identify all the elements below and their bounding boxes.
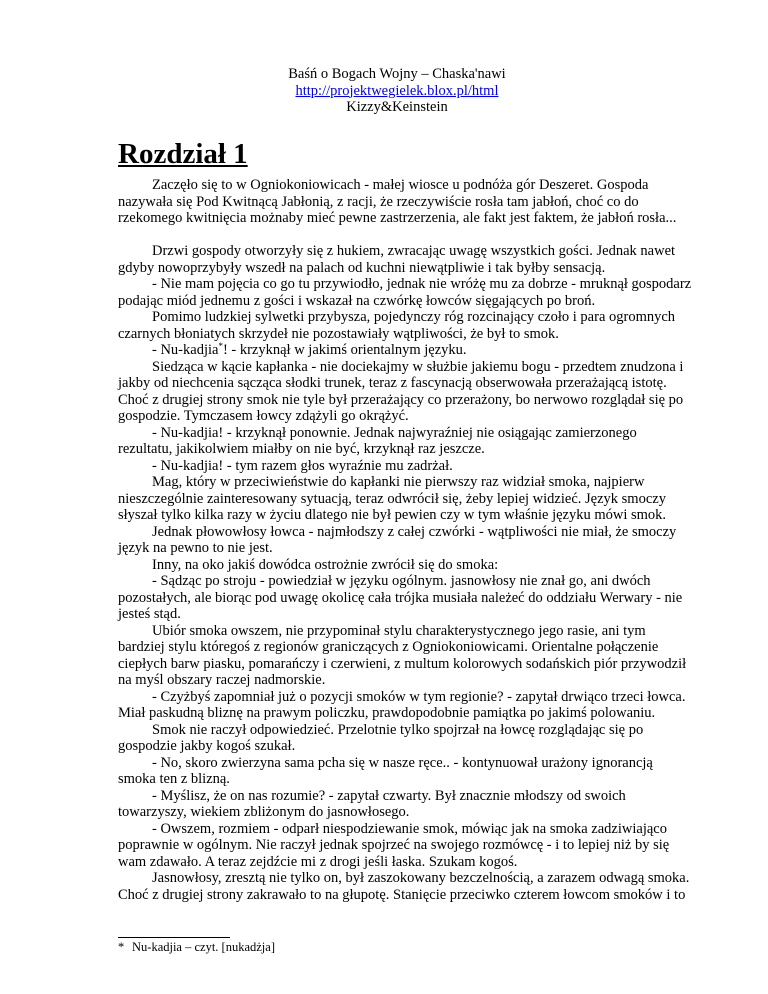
text-line [118, 391, 684, 409]
line-text: gdyby nowoprzybyły wszedł na palach od kuchni niewątpliwie i tak byłby sensacją. [118, 259, 606, 276]
footnote [118, 940, 275, 955]
text-line [118, 788, 650, 805]
line-text: nieszczególnie zainteresowany sytuacją, teraz odwrócił się, żeby lepiej widzieć. Język smoczy [118, 490, 666, 507]
footnote-mark: * [118, 940, 125, 954]
line-text: - No, skoro zwierzyna sama pcha się w nasze ręce.. - kontynuował urażony ignorancją [152, 754, 653, 771]
text-line [118, 358, 684, 376]
text-line [118, 623, 650, 640]
footnote-reference: * [218, 341, 223, 351]
line-text: na myśl obszary raczej nadmorskie. [118, 672, 326, 688]
line-text: - Nu-kadjia! - tym razem głos wyraźnie mu zadrżał. [152, 457, 453, 474]
line-text: towarzyszy, wiekiem zbliżonym do jasnowłosego. [118, 804, 410, 820]
text-line [118, 375, 667, 392]
line-text: poprawnie w ogólnym. Nie raczył jednak spojrzeć na swojego rozmówcę - i to lepiej niż by się [118, 837, 670, 853]
line-text: Ubiór smoka owszem, nie przypominał stylu charakterystycznego jego rasie, ani tym [152, 622, 646, 639]
line-text: smoka ten z blizną. [118, 771, 230, 787]
line-text-continued: ! - krzyknął w jakimś orientalnym języku. [222, 342, 467, 358]
line-text: gospodzie jakby kogoś szukał. [118, 738, 296, 754]
text-line [118, 243, 676, 260]
text-line [118, 854, 650, 871]
text-line [118, 771, 650, 788]
line-text: Pomimo ludzkiej sylwetki przybysza, pojedynczy róg rozcinający czoło i para ogromnych [152, 309, 676, 325]
header-link[interactable]: http://projektwegielek.blox.pl/html [295, 82, 499, 99]
line-text: jakby od niechcenia sącząca słodki trunek, teraz z fascynacją obserwowała przerażającą istotę. [118, 375, 667, 391]
text-line [118, 573, 650, 590]
line-text: czarnych błoniatych skrzydeł nie pozostawiały wątpliwości, że był to smok. [118, 325, 559, 342]
line-text: Smok nie raczył odpowiedzieć. Przelotnie tylko spojrzał na łowcę rozglądając się po [152, 721, 644, 738]
line-text: Jednak płowowłosy łowca - najmłodszy z całej czwórki - wątpliwości nie miał, że smoczy [152, 523, 677, 540]
text-line [118, 655, 687, 673]
text-line [118, 837, 670, 854]
line-text: - Owszem, rozmiem - odparł niespodziewanie smok, mówiąc jak na smoka zadziwiająco [152, 820, 667, 837]
text-line [118, 639, 659, 656]
text-line [118, 408, 650, 425]
footnote-divider [118, 937, 230, 938]
text-line [118, 326, 650, 343]
line-text: rezultatu, jakikolwiem miałby on nie być, krzyknął raz jeszcze. [118, 441, 485, 457]
line-text: Jasnowłosy, zresztą nie tylko on, był zaszokowany bezczelnością, a zarazem odwagą smoka. [152, 870, 690, 886]
text-line [118, 804, 650, 821]
text-line [118, 177, 650, 194]
text-line [118, 870, 690, 887]
line-text: podając miód jednemu z gości i wskazał na czwórkę łowców sięgających po broń. [118, 292, 596, 309]
text-line [118, 672, 650, 689]
header-title: Baśń o Bogach Wojny – Chaska'nawi [288, 66, 506, 82]
text-line [118, 886, 686, 904]
text-line [118, 722, 650, 739]
text-line [118, 738, 650, 755]
text-line [118, 705, 656, 722]
text-line [118, 276, 692, 293]
line-text: Drzwi gospody otworzyły się z hukiem, zwracając uwagę wszystkich gości. Jednak nawet [152, 243, 676, 259]
line-text: rzekomego kwitnięcia możnaby mieć pewne zastrzerzenia, ale fakt jest faktem, że jabłoń rosła... [118, 210, 677, 226]
text-line [118, 293, 650, 310]
line-text: Inny, na oko jakiś dowódca ostrożnie zwrócił się do smoka: [152, 556, 499, 573]
chapter-body [118, 177, 692, 903]
line-text: nazywała się Pod Kwitnącą Jabłonią, z racji, że rzeczywiście rosła tam jabłoń, choć co do [118, 193, 639, 210]
line-text: Siedząca w kącie kapłanka - nie dociekajmy w służbie jakiemu bogu - przedtem znudzona i [152, 358, 684, 375]
line-text: bardziej stylu któregoś z regionów graniczących z Ogniokoniowicami. Orientalne połączenie [118, 639, 659, 655]
header-authors: Kizzy&Keinstein [346, 99, 448, 116]
line-text: Mag, który w przeciwieństwie do kapłanki nie pierwszy raz widział smoka, najpierw [152, 474, 645, 490]
line-text: jesteś stąd. [118, 606, 181, 622]
text-line [118, 474, 650, 491]
footnote-text: Nu-kadjia – czyt. [nukadżja] [132, 940, 275, 954]
line-text: gospodzie. Tymczasem łowcy zdążyli go okrążyć. [118, 408, 409, 424]
text-line [118, 210, 677, 227]
text-line [118, 441, 650, 458]
text-line [118, 589, 683, 607]
line-text: - Sądząc po stroju - powiedział w języku ogólnym. jasnowłosy nie znał go, ani dwóch [152, 573, 651, 589]
text-line [118, 425, 650, 442]
text-line [118, 688, 686, 706]
text-line [118, 194, 650, 211]
text-line [118, 490, 666, 508]
line-text: Choć z drugiej strony zakrawało to na głupotę. Stanięcie przeciwko czterem łowcom smoków i to [118, 886, 686, 903]
text-line [118, 260, 650, 277]
line-text: Miał paskudną bliznę na prawym policzku, prawdopodobnie pamiątka po jakimś polowaniu. [118, 705, 656, 721]
line-text: ciepłych barw piasku, pomarańczy i czerwieni, z multum kolorowych sodańskich piór przywodził [118, 655, 687, 672]
line-text: - Czyżbyś zapomniał już o pozycji smoków w tym regionie? - zapytał drwiąco trzeci łowca. [152, 688, 686, 705]
document-header [0, 66, 768, 116]
text-line [118, 820, 667, 838]
text-line [118, 557, 650, 574]
line-text: - Myślisz, że on nas rozumie? - zapytał czwarty. Był znacznie młodszy od swoich [152, 787, 626, 804]
paragraph-gap [118, 227, 650, 244]
line-text: - Nu-kadjia [152, 342, 219, 358]
text-line [118, 309, 676, 326]
text-line [118, 606, 650, 623]
line-text: Zaczęło się to w Ogniokoniowicach - małej wiosce u podnóża gór Deszeret. Gospoda [152, 177, 649, 193]
text-line [118, 507, 667, 524]
line-text: słyszał tylko kilka razy w życiu dlatego nie był pewien czy w tym właśnie języku mówi smok. [118, 507, 667, 523]
line-text: pozostałych, ale biorąc pod uwagę okolicę cała trójka musiała należeć do oddziału Werwary - nie [118, 589, 683, 606]
line-text: język na pewno to nie jest. [118, 540, 273, 556]
text-line [118, 540, 650, 557]
line-text: - Nie mam pojęcia co go tu przywiodło, jednak nie wróżę mu za dobrze - mruknął gospodarz [152, 276, 692, 292]
line-text: - Nu-kadjia! - krzyknął ponownie. Jednak najwyraźniej nie osiągając zamierzonego [152, 424, 637, 441]
text-line [118, 523, 677, 541]
text-line [118, 342, 650, 359]
chapter-title: Rozdział 1 [118, 138, 248, 170]
line-text: wam zdawało. A teraz zejdźcie mi z drogi jeśli łaska. Szukam kogoś. [118, 853, 518, 870]
line-text: Choć z drugiej strony smok nie tyle był przerażający co przerażony, bo nerwowo rozglądał się po [118, 391, 684, 408]
text-line [118, 754, 653, 772]
text-line [118, 458, 650, 475]
